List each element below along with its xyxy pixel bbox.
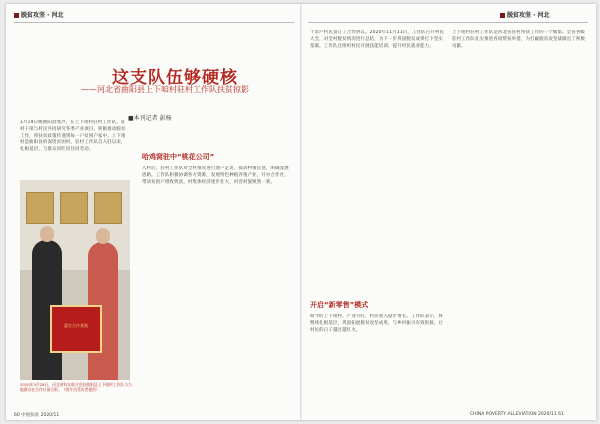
photo-head-left [40, 226, 54, 242]
photo-plaque [50, 305, 102, 353]
folio-right: CHINA POVERTY ALLEVIATION 2020/11 61 [470, 412, 564, 417]
right-col1-text: 十余户村民签订了合作协议。2020年11月11日，工作队召开村民大会，对全村脱贫情况进行总结，为下一步巩固脱贫成果打下坚实基础。工作队还组织村民开展技能培训，提升村民就业能力。 [310, 30, 445, 49]
byline: ■本刊记者 彭杨 [128, 115, 172, 122]
section-tag-text: 脱贫攻坚 · 河北 [21, 12, 64, 19]
right-col3-text: 上下咱村驻村工作队是河北省驻村帮扶工作的一个缩影。全省各级驻村工作队扎实推进各项帮扶举措，为打赢脱贫攻坚战做出了积极贡献。 [452, 30, 586, 49]
page-gutter [300, 4, 302, 420]
header-rule-right [308, 22, 588, 23]
section-square-icon [14, 13, 19, 18]
photo-shelf [94, 192, 122, 224]
right-subhead: 开启“新零售”模式 [310, 301, 369, 309]
folio-left: 60 中国扶贫 2020/11 [14, 413, 60, 418]
section-tag-left [14, 10, 63, 19]
photo-head-right [96, 228, 110, 244]
left-subhead: 哈鸡窝驻中“桃花公司” [142, 153, 215, 161]
article-title: 这支队伍够硬核 [112, 68, 238, 88]
left-col1-text: 1月19日晚曲阳县寒冷，在上下咱村驻村工作队，驻村干部与村民共同研究冬季产业项目，积极推动脱贫工作，将扶贫政策传递到每一户贫困户家中。上下咱村是曲阳县的深度贫困村，驻村工作队自入驻以来，扎根基层，与群众同吃同住同劳动。 [20, 120, 126, 153]
photo-shelf [26, 192, 54, 224]
left-col2-text: 入村后，驻村工作队对全村情况进行逐户走访，摸清村情民意，明确发展思路。工作队积极协调各方资源，发展特色种植养殖产业，开办合作社，带动贫困户增收致富，村集体经济逐步壮大，村容村貌焕然一新。 [142, 166, 289, 185]
section-tag-text-right: 脱贫攻坚 · 河北 [507, 12, 550, 19]
section-tag-right [500, 10, 549, 19]
article-subtitle: ——河北省曲阳县上下咱村驻村工作队扶贫掠影 [81, 85, 249, 94]
article-photo [20, 180, 130, 380]
photo-shelf [60, 192, 88, 224]
right-col2-text: 如今的上下咱村，产业兴旺，村民收入稳步增长。工作队表示，将继续扎根基层，巩固拓展脱贫攻坚成果，与乡村振兴有效衔接，让村民的日子越过越红火。 [310, 314, 444, 333]
section-square-icon [500, 13, 505, 18]
plaque-text: 惠农合作基地 [64, 323, 88, 328]
header-rule-left [14, 22, 294, 23]
photo-caption: 2020年3月28日，河北省妇女联合会驻曲阳县上下咱村工作队与当地群众在合作社前合影。（图片由受访者提供） [20, 382, 132, 393]
